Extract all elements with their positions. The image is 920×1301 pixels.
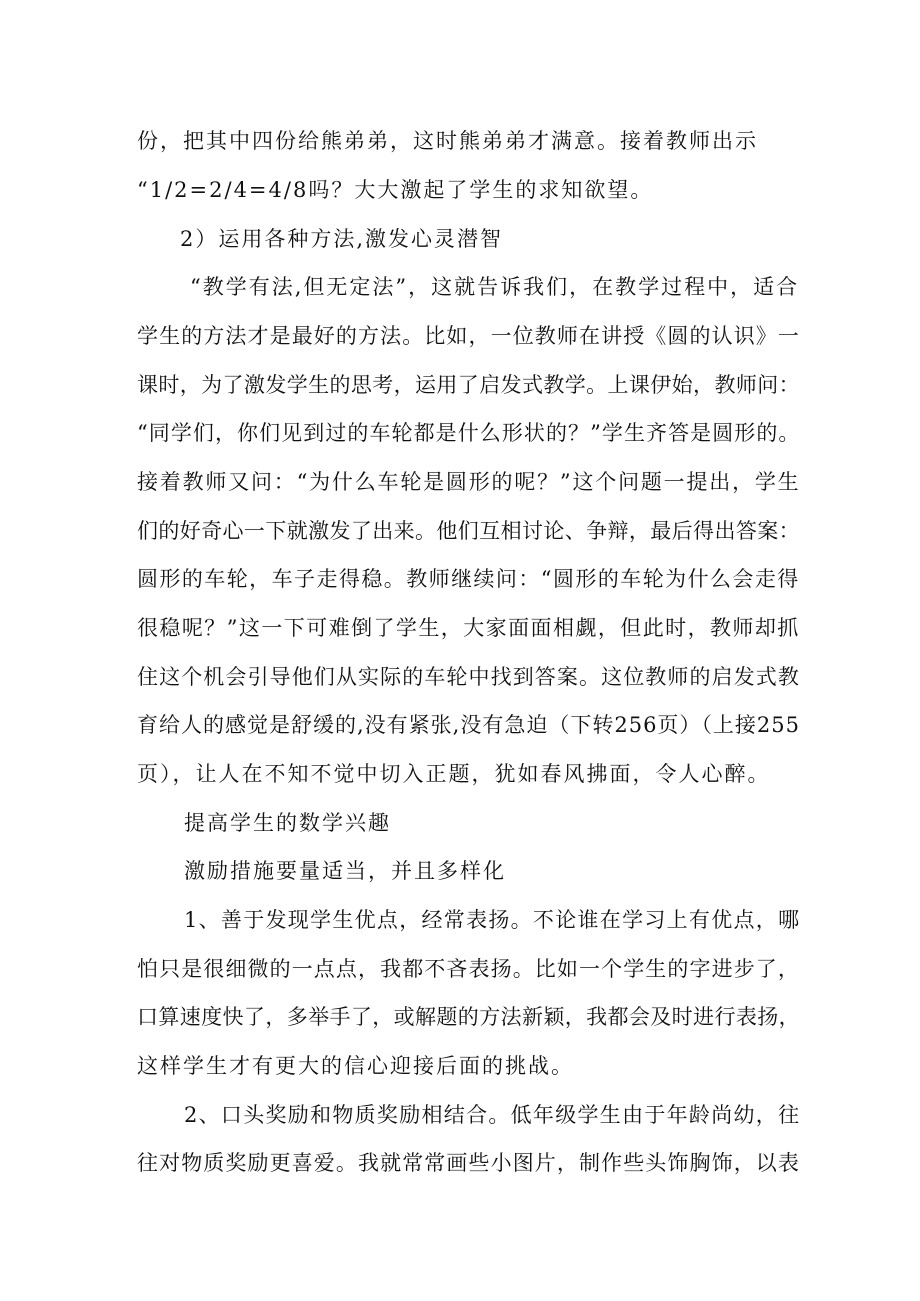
text-line-17: 1、善于发现学生优点，经常表扬。不论谁在学习上有优点，哪: [184, 908, 801, 932]
text-line-2: “1/2=2/4=4/8吗？大大激起了学生的求知欲望。: [137, 178, 654, 202]
text-line-22: 往对物质奖励更喜爱。我就常常画些小图片，制作些头饰胸饰，以表: [137, 1151, 800, 1175]
text-line-13: 育给人的感觉是舒缓的,没有紧张,没有急迫（下转256页）（上接255: [137, 713, 801, 737]
section-heading-incentive: 激励措施要量适当，并且多样化: [184, 859, 506, 883]
text-line-20: 这样学生才有更大的信心迎接后面的挑战。: [137, 1054, 574, 1078]
text-line-8: 接着教师又问：“为什么车轮是圆形的呢？”这个问题一提出，学生: [137, 470, 801, 494]
text-line-1: 份，把其中四份给熊弟弟，这时熊弟弟才满意。接着教师出示: [137, 129, 758, 153]
text-line-9: 们的好奇心一下就激发了出来。他们互相讨论、争辩，最后得出答案：: [137, 519, 800, 543]
text-line-7: “同学们，你们见到过的车轮都是什么形状的？”学生齐答是圆形的。: [137, 421, 801, 445]
section-heading-2: 2）运用各种方法,激发心灵潜智: [180, 227, 504, 251]
section-heading-interest: 提高学生的数学兴趣: [184, 811, 391, 835]
text-line-12: 住这个机会引导他们从实际的车轮中找到答案。这位教师的启发式教: [137, 665, 800, 689]
text-line-10: 圆形的车轮，车子走得稳。教师继续问：“圆形的车轮为什么会走得: [137, 567, 800, 591]
text-line-19: 口算速度快了，多举手了，或解题的方法新颖，我都会及时进行表扬，: [137, 1005, 800, 1029]
text-line-4: “教学有法,但无定法”，这就告诉我们，在教学过程中，适合: [190, 275, 800, 299]
text-line-5: 学生的方法才是最好的方法。比如，一位教师在讲授《圆的认识》一: [137, 324, 800, 348]
text-line-6: 课时，为了激发学生的思考，运用了启发式教学。上课伊始，教师问：: [137, 373, 800, 397]
text-line-11: 很稳呢？”这一下可难倒了学生，大家面面相觑，但此时，教师却抓: [137, 616, 800, 640]
text-line-21: 2、口头奖励和物质奖励相结合。低年级学生由于年龄尚幼，往: [184, 1103, 801, 1127]
text-line-18: 怕只是很细微的一点点，我都不吝表扬。比如一个学生的字进步了，: [137, 957, 800, 981]
text-line-14: 页），让人在不知不觉中切入正题，犹如春风拂面，令人心醉。: [137, 762, 771, 786]
